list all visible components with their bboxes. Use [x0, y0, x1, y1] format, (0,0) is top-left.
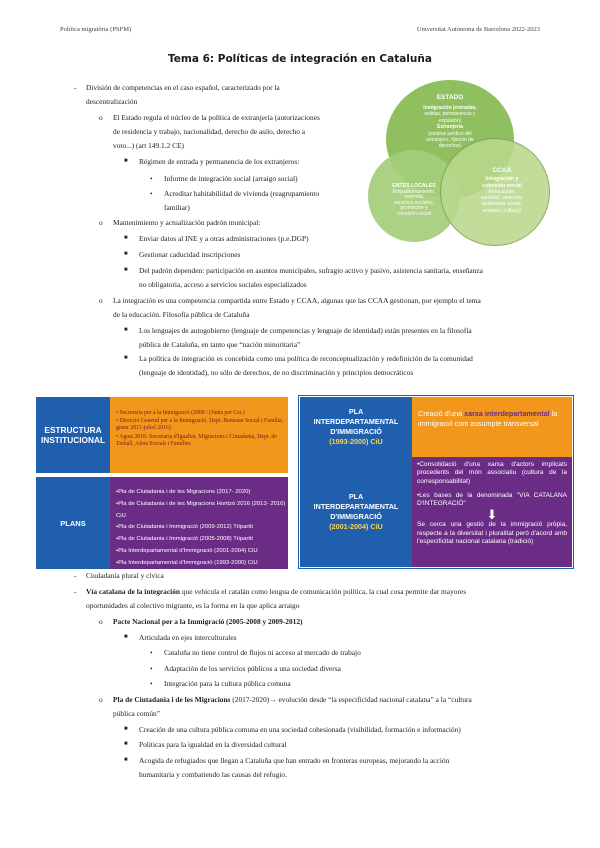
- text-line: familiar): [164, 203, 190, 212]
- text-line: no obligatoria, acceso a servicios sociales especializados: [139, 280, 307, 289]
- text-line: Cataluña no tiene control de flujos ni acceso al mercado de trabajo: [164, 648, 361, 657]
- text-line: de la educación. Filosofía pública de Cataluña: [113, 310, 250, 319]
- text-line: División de competencias en el caso español, caracterizado por la: [86, 83, 280, 92]
- text-line: Del padrón dependen: participación en asuntos municipales, sufragio activo y pasivo, asistencia sanitaria, enseñanza: [139, 266, 483, 275]
- pla-1993-text: Creació d'una xarxa interdepartamental la immigració com assumpte transversal: [412, 397, 572, 457]
- bullet-dot: •: [150, 648, 153, 657]
- text-line: Gestionar caducidad inscripciones: [139, 250, 241, 259]
- venn-ccaa-text: CCAA Integración y cohesión social (educación, sanidad, vivienda, asistencia social, empleo, cultura): [480, 167, 524, 214]
- arrow-down-icon: ⬇: [486, 507, 498, 523]
- text-line: Adaptación de los servicios públicos a una sociedad diversa: [164, 664, 341, 673]
- text-line: La integración es una competencia compartida entre Estado y CCAA, algunas que las CCAA gestionan, por ejemplo el tema: [113, 296, 481, 305]
- text-line: Políticas para la igualdad en la diversidad cultural: [139, 740, 287, 749]
- bullet-dot: •: [150, 664, 153, 673]
- bullet-dash: -: [74, 571, 77, 580]
- bullet-square: ■: [124, 355, 128, 361]
- bullet-dot: •: [150, 679, 153, 688]
- bullet-square: ■: [124, 327, 128, 333]
- header-right: Universitat Autònoma de Barcelona 2022-2023: [416, 26, 540, 33]
- bullet-square: ■: [124, 235, 128, 241]
- bullet-circle: o: [99, 296, 103, 305]
- bullet-square: ■: [124, 267, 128, 273]
- bullet-circle: o: [99, 218, 103, 227]
- estructura-item: • Secretaria per a la Immigració (2000 / (Junts per Cat.): [116, 410, 245, 416]
- plans-item: •Pla Interdepartamental d'Immigració (1993-2000) CiU: [116, 559, 258, 566]
- estructura-institucional-list: [110, 397, 288, 473]
- plans-item: •Pla de Ciutadania i Immigració (2005-2008) Tripartit: [116, 536, 253, 543]
- bullet-dash: -: [74, 83, 77, 92]
- text-line: humanitaria y combatiendo las causas del refugio.: [139, 770, 287, 779]
- text-line: Mantenimiento y actualización padrón municipal:: [113, 218, 261, 227]
- venn-estado-title: ESTADO: [436, 94, 464, 101]
- text-line: Enviar datos al INE y a otras administraciones (p.e.DGP): [139, 234, 309, 243]
- text-line: pública de Cataluña, en tanto que “nación minoritaria”: [139, 340, 301, 349]
- bullet-circle: o: [99, 113, 103, 122]
- text-line: Acreditar habitabilidad de vivienda (reagrupamiento: [164, 189, 320, 198]
- estructura-item: • Direcció General per a la Immigració, Dept. Benestar Social i Família, gener 2011-juliol 2016): [116, 418, 284, 432]
- pla-2001-item: •Consolidació d'una xarxa d'actors implicats procedents del món associatiu (cultura de la corresponsabilitat): [417, 461, 567, 485]
- bullet-square: ■: [124, 741, 128, 747]
- bullet-square: ■: [124, 251, 128, 257]
- text-line: La política de integración es concebida como una política de reconceptualización y redefinición de la comunidad: [139, 354, 473, 363]
- venn-estado-text: Inmigración (entradas, salidas, permanencia y expulsión) Extranjería (estatus jurídico del extranjero, fijación de derechos): [423, 105, 477, 150]
- pla-1993-header: PLA INTERDEPARTAMENTAL D'IMMIGRACIÓ (1993-2000) CiU: [300, 397, 412, 457]
- bullet-dot: •: [150, 174, 153, 183]
- text-line: oportunidades al colectivo migrante, es la forma en la que aplica arraigo: [86, 601, 300, 610]
- text-line: Informe de integración social (arraigo social): [164, 174, 298, 183]
- text-line: Pacte Nacional per a la Immigració (2005-2008 y 2009-2012): [113, 617, 303, 626]
- estructura-item: • Agost 2016: Secretaria d'Igualtat, Migracions i Ciutadania, Dept. de Treball, Afers Socials i Famílies: [116, 433, 277, 447]
- bullet-dot: •: [150, 189, 153, 198]
- pla-2001-item: •Les bases de la denominada "VIA CATALANA D'INTEGRACIÓ": [417, 491, 567, 508]
- bullet-square: ■: [124, 726, 128, 732]
- bullet-dash: -: [74, 587, 77, 596]
- plans-item: •Pla de Ciutadania i de les Migracions (2017- 2020): [116, 489, 251, 495]
- text-line: El Estado regula el núcleo de la política de extranjería (autorizaciones: [113, 113, 320, 122]
- text-line: descentralización: [86, 97, 138, 106]
- bullet-square: ■: [124, 634, 128, 640]
- text-line: Pla de Ciutadania i de les Migracions (2017-2020)→ evolución desde “la especificidad nacional catalana” a la “cultura: [113, 695, 472, 704]
- plans-item: •Pla de Ciutadania i Immigració (2009-2012) Tripartit: [116, 524, 253, 531]
- text-line: (lenguaje de identidad), no sólo de derechos, de no discriminación y principios democráticos: [139, 368, 414, 377]
- competences-venn-diagram: [368, 80, 548, 246]
- text-line: Acogida de refugiados que llegan a Cataluña que han entrado en fronteras europeas, mejorando la acción: [139, 756, 450, 765]
- pla-2001-text: [412, 457, 572, 567]
- text-line: Vía catalana de la integración que vehicula el catalán como lengua de comunicación política, la cual cosa permite dar mayores: [86, 587, 467, 596]
- text-line: Creación de una cultura pública comuna en una sociedad cohesionada (visibilidad, formación e información): [139, 725, 461, 734]
- plans-item: •Pla Interdepartamental d'Immigració (2001-2004) CiU: [116, 547, 258, 554]
- text-line: Integración para la cultura pública comuna: [164, 679, 291, 688]
- plans-header: PLANS: [36, 477, 110, 569]
- bullet-square: ■: [124, 757, 128, 763]
- pla-2001-header: PLA INTERDEPARTAMENTAL D'IMMIGRACIÓ (2001-2004) CiU: [300, 457, 412, 567]
- page-title: Tema 6: Políticas de integración en Cataluña: [168, 53, 432, 65]
- text-line: Los lenguajes de autogobierno (lenguaje de competencias y lenguaje de identidad) están presentes en la filosofía: [139, 326, 472, 335]
- estructura-institucional-header: ESTRUCTURA INSTITUCIONAL: [36, 397, 110, 473]
- plans-list: [110, 477, 288, 569]
- bullet-square: ■: [124, 158, 128, 164]
- text-line: Régimen de entrada y permanencia de los extranjeros:: [139, 157, 300, 166]
- text-line: voto...) (art 149.1.2 CE): [113, 141, 185, 150]
- text-line: pública común”: [113, 709, 160, 718]
- plans-item: •Pla de Ciutadania i de les Migracions Horitzó 2016 (2013- 2016) CiU: [116, 500, 286, 519]
- text-line: de residencia y trabajo, nacionalidad, derecho de asilo, derecho a: [113, 127, 306, 136]
- text-line: Articulada en ejes interculturales: [139, 633, 237, 642]
- header-left: Política migratòria (PSFM): [60, 26, 132, 33]
- text-line: Ciudadanía plural y cívica: [86, 571, 164, 580]
- bullet-circle: o: [99, 695, 103, 704]
- pla-2001-item: Se cerca una gestió de la immigració pròpia, respecte a la diversitat i pluralitat però d'acord amb l'especificitat nacional catalana (tradició): [417, 521, 567, 546]
- venn-entes-text: ENTES LOCALES Empadronamiento, vivienda, servicios sociales, promoción y cohesión social: [392, 183, 436, 217]
- bullet-circle: o: [99, 617, 103, 626]
